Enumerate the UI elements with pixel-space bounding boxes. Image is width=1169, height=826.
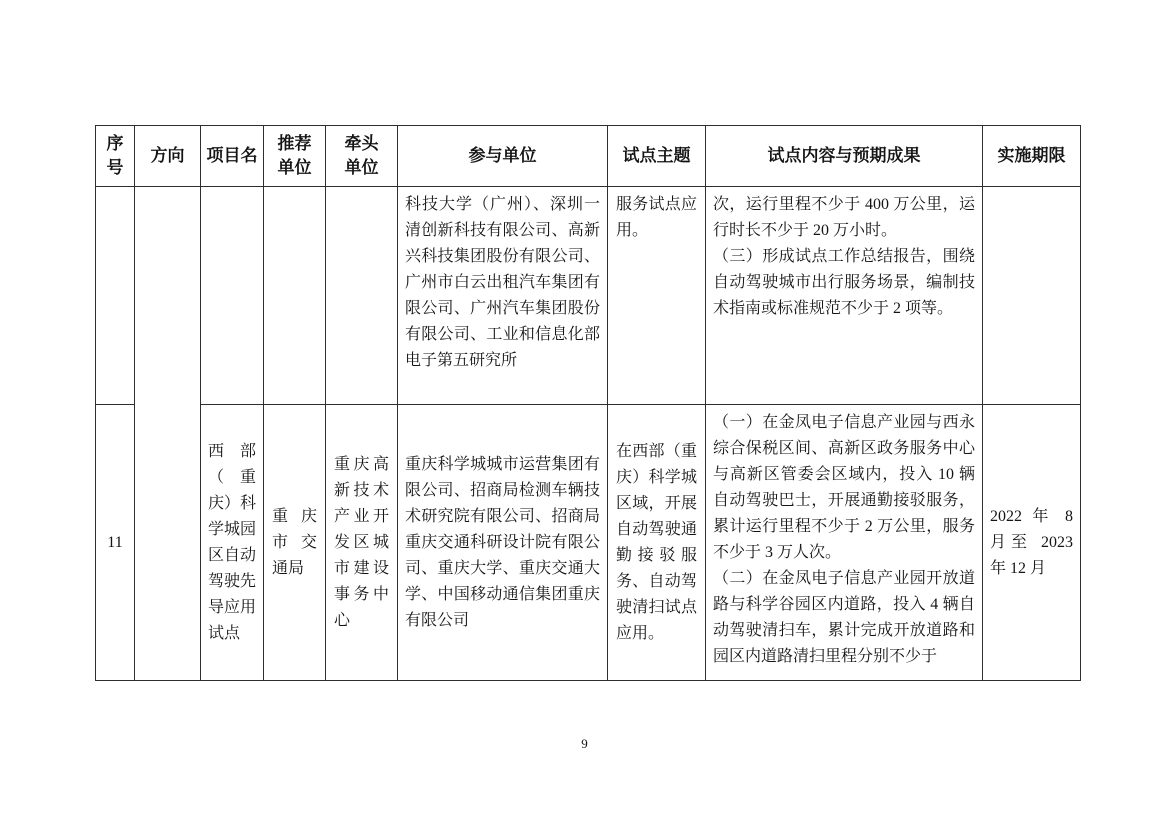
column-header-leader: 牵头 单位 bbox=[326, 126, 398, 187]
content-paragraph: （三）形成试点工作总结报告，围绕自动驾驶城市出行服务场景，编制技术指南或标准规范不少于 2 项等。 bbox=[713, 248, 975, 317]
column-header-project: 项目名 bbox=[201, 126, 264, 187]
column-header-period: 实施期限 bbox=[983, 126, 1081, 187]
cell-leader bbox=[326, 187, 398, 405]
cell-seq: 11 bbox=[96, 405, 135, 681]
column-header-seq: 序 号 bbox=[96, 126, 135, 187]
content-paragraph: （二）在金凤电子信息产业园开放道路与科学谷园区内道路，投入 4 辆自动驾驶清扫车，累计完成开放道路和园区内道路清扫里程分别不少于 bbox=[713, 570, 975, 665]
cell-theme: 服务试点应用。 bbox=[608, 187, 706, 405]
cell-period: 2022 年 8 月至 2023 年 12 月 bbox=[983, 405, 1081, 681]
cell-participants: 科技大学（广州）、深圳一清创新科技有限公司、高新兴科技集团股份有限公司、广州市白云出租汽车集团有限公司、广州汽车集团股份有限公司、工业和信息化部电子第五研究所 bbox=[398, 187, 608, 405]
pilot-projects-table bbox=[95, 125, 1081, 681]
table-header-row bbox=[96, 126, 1081, 187]
cell-theme: 在西部（重庆）科学城区域，开展自动驾驶通勤接驳服务、自动驾驶清扫试点应用。 bbox=[608, 405, 706, 681]
cell-seq bbox=[96, 187, 135, 405]
table-row-11 bbox=[96, 405, 1081, 681]
cell-participants: 重庆科学城城市运营集团有限公司、招商局检测车辆技术研究院有限公司、招商局重庆交通科研设计院有限公司、重庆大学、重庆交通大学、中国移动通信集团重庆有限公司 bbox=[398, 405, 608, 681]
column-header-direction: 方向 bbox=[135, 126, 201, 187]
cell-direction-merged bbox=[135, 187, 201, 681]
cell-recommender bbox=[264, 187, 326, 405]
cell-period bbox=[983, 187, 1081, 405]
content-paragraph: 次，运行里程不少于 400 万公里，运行时长不少于 20 万小时。 bbox=[713, 196, 975, 239]
cell-project: 西部（重庆）科学城园区自动驾驶先导应用试点 bbox=[201, 405, 264, 681]
column-header-recommender: 推荐 单位 bbox=[264, 126, 326, 187]
content-paragraph: （一）在金凤电子信息产业园与西永综合保税区间、高新区政务服务中心与高新区管委会区域内，投入 10 辆自动驾驶巴士，开展通勤接驳服务，累计运行里程不少于 2 万公里，服务不少于 3 万人次。 bbox=[713, 414, 975, 561]
page-number: 9 bbox=[581, 736, 588, 751]
column-header-content: 试点内容与预期成果 bbox=[706, 126, 983, 187]
column-header-participants: 参与单位 bbox=[398, 126, 608, 187]
cell-recommender: 重庆市交通局 bbox=[264, 405, 326, 681]
cell-project bbox=[201, 187, 264, 405]
column-header-theme: 试点主题 bbox=[608, 126, 706, 187]
table-row-continuation bbox=[96, 187, 1081, 405]
cell-leader: 重庆高新技术产业开发区城市建设事务中心 bbox=[326, 405, 398, 681]
cell-content bbox=[706, 405, 983, 681]
cell-content bbox=[706, 187, 983, 405]
